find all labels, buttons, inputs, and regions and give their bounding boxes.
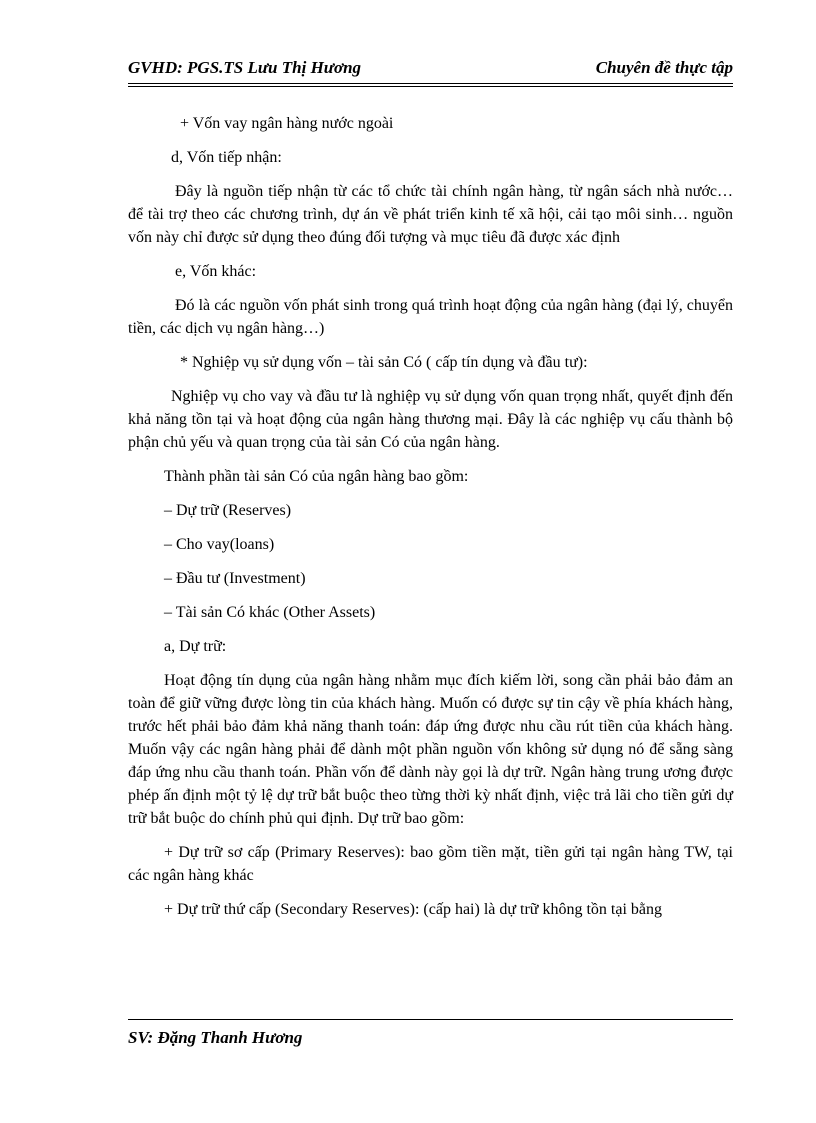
paragraph-other-capital: Đó là các nguồn vốn phát sinh trong quá trình hoạt động của ngân hàng (đại lý, chuyển tiền, các dịch vụ ngân hàng…) [128, 297, 733, 337]
document-body [128, 112, 733, 932]
header-supervisor: GVHD: PGS.TS Lưu Thị Hương [128, 58, 362, 77]
paragraph-secondary-reserves: + Dự trữ thứ cấp (Secondary Reserves): (cấp hai) là dự trữ không tồn tại bằng [164, 901, 663, 918]
list-item-other-assets: – Tài sản Có khác (Other Assets) [164, 604, 376, 621]
footer-rule [128, 1019, 733, 1020]
heading-received-capital: d, Vốn tiếp nhận: [171, 149, 282, 166]
header-double-rule [128, 83, 733, 87]
heading-capital-use: * Nghiệp vụ sử dụng vốn – tài sản Có ( cấp tín dụng và đầu tư): [180, 354, 588, 371]
page-header [128, 55, 733, 83]
paragraph-primary-reserves: + Dự trữ sơ cấp (Primary Reserves): bao gồm tiền mặt, tiền gửi tại ngân hàng TW, tại các ngân hàng khác [128, 844, 733, 884]
paragraph-received-capital: Đây là nguồn tiếp nhận từ các tổ chức tài chính ngân hàng, từ ngân sách nhà nước… để tài trợ theo các chương trình, dự án về phát triển kinh tế xã hội, cải tạo môi sinh… nguồn vốn này chỉ được sử dụng theo đúng đối tượng và mục tiêu đã được xác định [128, 183, 733, 246]
heading-reserves: a, Dự trữ: [164, 638, 227, 655]
list-item-reserves: – Dự trữ (Reserves) [164, 502, 292, 519]
paragraph-lending-investment: Nghiệp vụ cho vay và đầu tư là nghiệp vụ sử dụng vốn quan trọng nhất, quyết định đến khả năng tồn tại và hoạt động của ngân hàng thương mại. Đây là các nghiệp vụ cấu thành bộ phận chủ yếu và quan trọng của tài sản Có của ngân hàng. [128, 388, 733, 451]
paragraph-foreign-bank-loans: + Vốn vay ngân hàng nước ngoài [180, 115, 394, 132]
list-item-investment: – Đầu tư (Investment) [164, 570, 306, 587]
heading-other-capital: e, Vốn khác: [175, 263, 257, 280]
list-item-loans: – Cho vay(loans) [164, 536, 275, 553]
paragraph-reserves: Hoạt động tín dụng của ngân hàng nhằm mục đích kiếm lời, song cần phải bảo đảm an toàn để giữ vững được lòng tin của khách hàng. Muốn có được sự tin cậy về phía khách hàng, trước hết phải bảo đảm khả năng thanh toán: đáp ứng được nhu cầu rút tiền của khách hàng. Muốn vậy các ngân hàng phải để dành một phần nguồn vốn không sử dụng nó để sẵng sàng đáp ứng nhu cầu thanh toán. Phần vốn để dành này gọi là dự trữ. Ngân hàng trung ương được phép ấn định một tỷ lệ dự trữ bắt buộc theo từng thời kỳ nhất định, việc trả lãi cho tiền gửi dự trữ bắt buộc do chính phủ qui định. Dự trữ bao gồm: [128, 672, 733, 827]
header-report-title: Chuyên đề thực tập [595, 58, 733, 77]
footer-student: SV: Đặng Thanh Hương [128, 1028, 303, 1047]
paragraph-asset-components: Thành phần tài sản Có của ngân hàng bao gồm: [164, 468, 469, 485]
